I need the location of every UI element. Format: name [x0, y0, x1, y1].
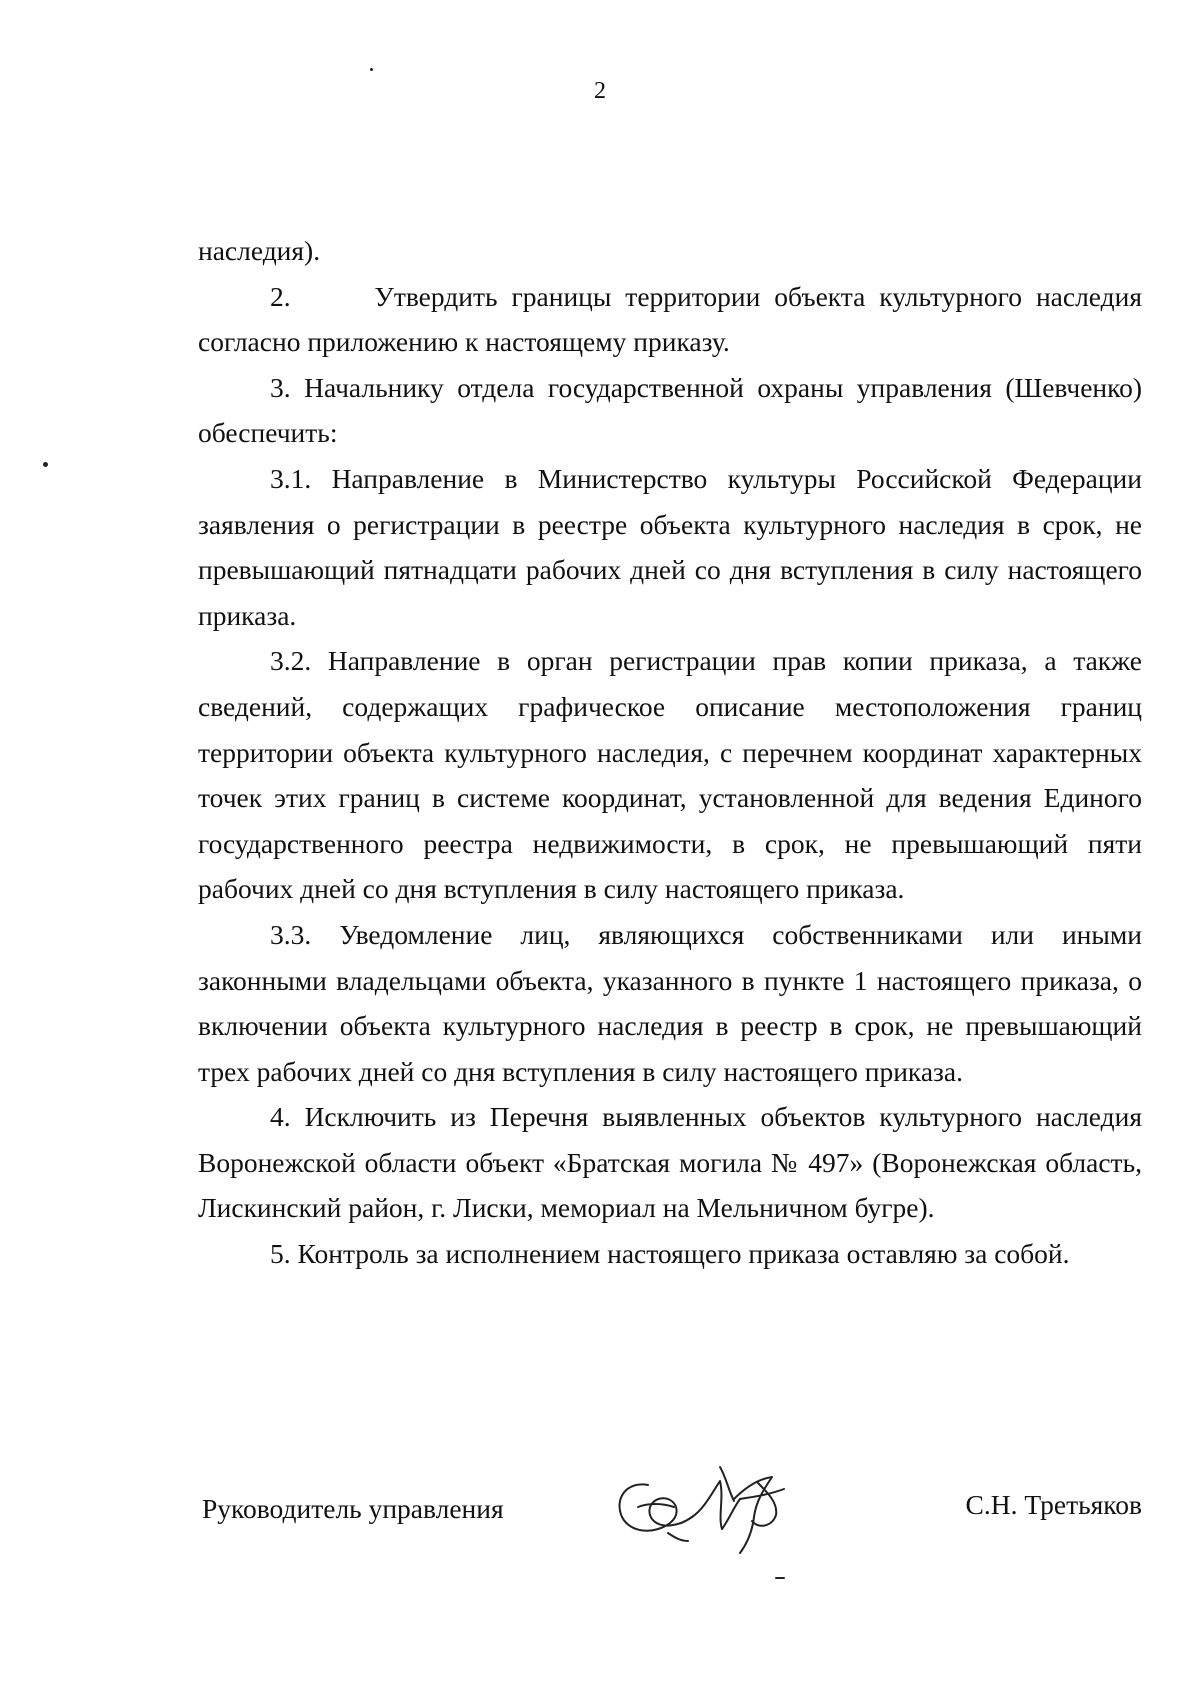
paragraph-continuation: наследия). — [198, 235, 321, 266]
paragraph-item-3-1: 3.1. Направление в Министерство культуры Российской Федерации заявления о регистрации в реестре объекта культурного наследия в срок, не превышающий пятнадцати рабочих дней со дня вступления в силу настоящего приказа. — [198, 462, 1142, 631]
scan-speck — [43, 462, 48, 467]
signatory-name: С.Н. Третьяков — [965, 1489, 1142, 1520]
paragraph-item-3-3: 3.3. Уведомление лиц, являющихся собственниками или иными законными владельцами объекта, указанного в пункте 1 настоящего приказа, о включении объекта культурного наследия в реестр в срок, не превышающий трех рабочих дней со дня вступления в силу настоящего приказа. — [198, 918, 1142, 1087]
scan-speck — [775, 1577, 785, 1579]
paragraph-item-4: 4. Исключить из Перечня выявленных объектов культурного наследия Воронежской области объект «Братская могила № 497» (Воронежская область, Лискинский район, г. Лиски, мемориал на Мельничном бугре). — [198, 1101, 1142, 1224]
signature-block — [200, 1437, 1142, 1557]
paragraph-item-3-2: 3.2. Направление в орган регистрации прав копии приказа, а также сведений, содержащих графическое описание местоположения границ территории объекта культурного наследия, с перечнем координат характерных точек этих границ в системе координат, установленной для ведения Единого государственного реестра недвижимости, в срок, не превышающий пяти рабочих дней со дня вступления в силу настоящего приказа. — [198, 645, 1142, 905]
paragraph-item-2: 2. Утвердить границы территории объекта культурного наследия согласно приложению к настоящему приказу. — [198, 280, 1149, 358]
handwritten-signature — [608, 1437, 798, 1557]
paragraph-item-3: 3. Начальнику отдела государственной охраны управления (Шевченко) обеспечить: — [198, 371, 1142, 449]
signatory-position: Руководитель управления — [202, 1493, 504, 1524]
document-body — [198, 228, 1149, 1277]
paragraph-item-5: 5. Контроль за исполнением настоящего приказа оставляю за собой. — [270, 1238, 1070, 1270]
scan-speck — [370, 68, 373, 71]
page-number: 2 — [594, 78, 606, 104]
